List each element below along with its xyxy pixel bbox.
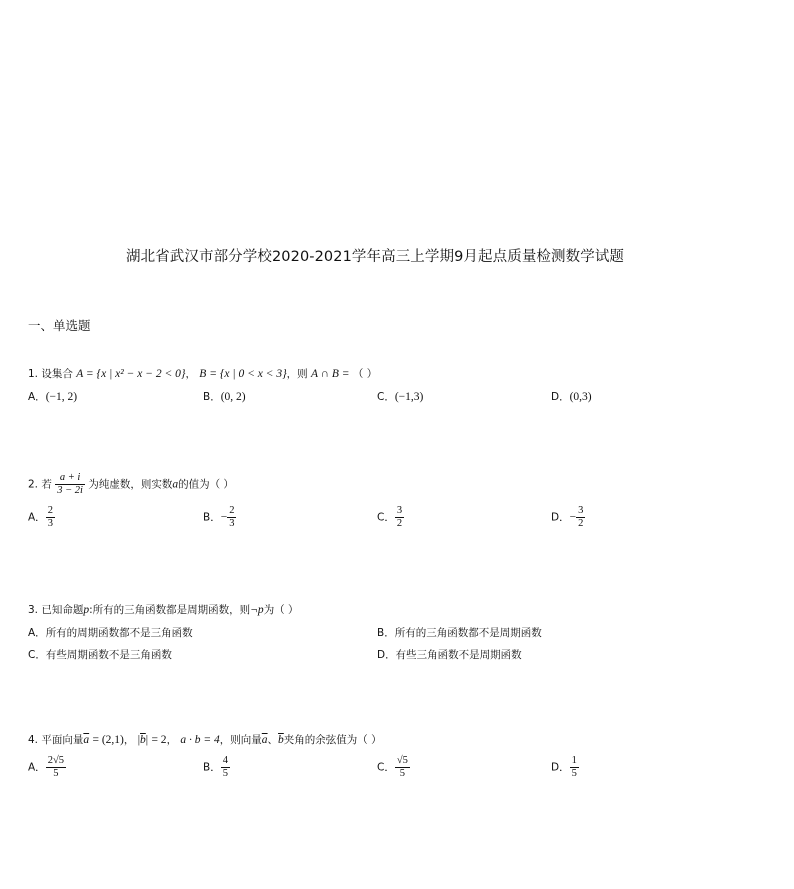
q2-option-b[interactable] — [203, 505, 236, 530]
dot-product-expression: a · b = 4 — [180, 734, 220, 746]
fraction-numerator: 2 — [47, 505, 53, 516]
option-label: A． — [28, 391, 46, 403]
question-3 — [28, 602, 299, 617]
option-label: C． — [377, 511, 395, 524]
question-text: 为纯虚数，则实数 — [88, 478, 173, 491]
q2-option-a[interactable] — [28, 505, 55, 530]
option-fraction — [570, 755, 579, 780]
question-2 — [28, 472, 234, 497]
option-value: 所有的三角函数都不是周期函数 — [394, 627, 542, 639]
fraction-denominator: 5 — [53, 768, 59, 779]
fraction-numerator: 2√5 — [47, 755, 64, 766]
question-text: :所有的三角函数都是周期函数，则 — [89, 604, 251, 616]
option-value: 有些三角函数不是周期函数 — [395, 649, 522, 661]
option-fraction — [395, 755, 410, 780]
set-b-expression: B = {x | 0 < x < 3} — [199, 368, 287, 380]
option-label: B． — [203, 511, 221, 524]
fraction-denominator: 3 — [47, 518, 53, 529]
fraction-denominator: 5 — [222, 768, 228, 779]
q3-option-c[interactable] — [28, 647, 172, 662]
q1-option-d[interactable] — [551, 389, 592, 404]
question-text: 平面向量 — [41, 734, 84, 746]
variable: p — [83, 604, 90, 616]
option-label: B． — [203, 391, 221, 403]
option-fraction — [395, 505, 404, 530]
option-label: A． — [28, 761, 46, 774]
option-label: A． — [28, 627, 46, 639]
option-fraction — [46, 755, 66, 780]
negation-expression: ¬p — [250, 604, 264, 616]
option-label: A． — [28, 511, 46, 524]
norm-b: $|\overline{b}|$ — [137, 734, 149, 746]
q2-option-c[interactable] — [377, 505, 404, 530]
option-fraction — [227, 505, 236, 530]
q3-option-b[interactable] — [377, 625, 542, 640]
q4-option-c[interactable] — [377, 755, 410, 780]
q4-option-a[interactable] — [28, 755, 66, 780]
document-title: 湖北省武汉市部分学校2020-2021学年高三上学期9月起点质量检测数学试题 — [125, 249, 625, 265]
option-fraction — [221, 755, 230, 780]
question-text: 若 — [41, 478, 52, 491]
fraction-numerator: √5 — [396, 755, 408, 766]
option-value: (0,3) — [569, 391, 592, 403]
option-label: C． — [28, 649, 46, 661]
comma: ， — [166, 734, 178, 746]
fraction-numerator: 4 — [222, 755, 228, 766]
q2-option-d[interactable] — [551, 505, 585, 530]
fraction-numerator: 1 — [571, 755, 577, 766]
answer-blank: （ ） — [352, 368, 378, 380]
vector-a-value: = (2,1) — [92, 734, 124, 746]
question-text: 为（ ） — [263, 604, 299, 616]
comma: ， — [185, 368, 196, 380]
intersection-expression: A ∩ B = — [311, 368, 350, 380]
fraction-numerator: 3 — [578, 505, 584, 516]
fraction-denominator: 5 — [571, 768, 577, 779]
question-text: 设集合 — [41, 368, 73, 380]
question-text: 已知命题 — [41, 604, 84, 616]
question-text: ，则向量 — [219, 734, 262, 746]
fraction-denominator: 2 — [396, 518, 403, 529]
q4-option-b[interactable] — [203, 755, 230, 780]
vector-b: $\overline{b}$ — [278, 734, 284, 746]
question-text: 夹角的余弦值为（ ） — [283, 734, 382, 746]
fraction-denominator: 5 — [399, 768, 405, 779]
question-number: 3. — [28, 604, 39, 616]
q4-option-d[interactable] — [551, 755, 579, 780]
option-label: B． — [377, 627, 395, 639]
question-4 — [28, 732, 382, 747]
option-value: 所有的周期函数都不是三角函数 — [45, 627, 193, 639]
question-number: 2. — [28, 478, 39, 491]
vector-a: $\overline{a}$ — [83, 734, 90, 746]
q1-option-b[interactable] — [203, 389, 246, 404]
option-fraction — [576, 505, 585, 530]
question-1 — [28, 366, 377, 381]
q1-option-c[interactable] — [377, 389, 423, 404]
variable: a — [172, 478, 179, 491]
q3-option-a[interactable] — [28, 625, 193, 640]
fraction-denominator: 2 — [578, 518, 584, 529]
set-a-expression: A = {x | x² − x − 2 < 0} — [76, 368, 186, 380]
option-label: B． — [203, 761, 221, 774]
option-label: D． — [377, 649, 396, 661]
vector-b: $\overline{b}$ — [140, 734, 146, 746]
q1-option-a[interactable] — [28, 389, 77, 404]
norm-b-value: = 2 — [151, 734, 167, 746]
option-sign: − — [569, 511, 577, 524]
option-value: (−1,3) — [394, 391, 424, 403]
vector-a: $\overline{a}$ — [261, 734, 268, 746]
fraction-numerator: 3 — [396, 505, 403, 516]
question-number: 1. — [28, 368, 39, 380]
complex-fraction — [55, 472, 85, 497]
option-label: D． — [551, 761, 570, 774]
question-text: ，则 — [286, 368, 308, 380]
question-number: 4. — [28, 734, 39, 746]
fraction-numerator: 2 — [229, 505, 235, 516]
option-value: (0, 2) — [220, 391, 246, 403]
question-text: 、 — [267, 734, 279, 746]
fraction-numerator: a + i — [55, 472, 85, 485]
option-label: D． — [551, 391, 570, 403]
comma: ， — [123, 734, 135, 746]
option-label: C． — [377, 391, 395, 403]
q3-option-d[interactable] — [377, 647, 522, 662]
question-text: 的值为（ ） — [178, 478, 234, 491]
fraction-denominator: 3 — [229, 518, 235, 529]
section-heading: 一、单选题 — [28, 318, 91, 333]
option-fraction — [46, 505, 55, 530]
option-value: 有些周期函数不是三角函数 — [45, 649, 172, 661]
option-label: D． — [551, 511, 570, 524]
option-value: (−1, 2) — [45, 391, 78, 403]
option-label: C． — [377, 761, 395, 774]
fraction-denominator: 3 − 2i — [57, 485, 83, 496]
option-sign: − — [220, 511, 228, 524]
